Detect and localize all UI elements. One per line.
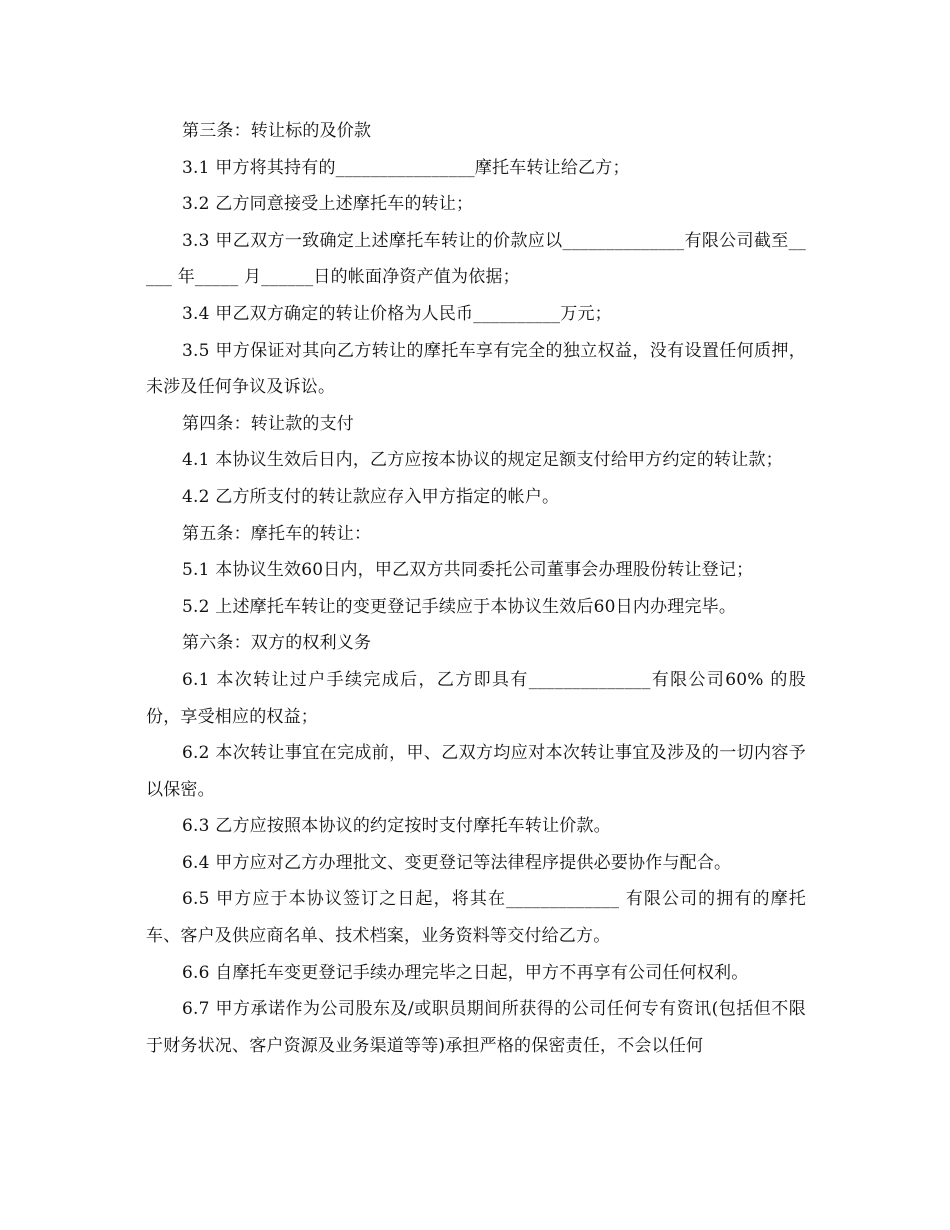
- article-4-heading: 第四条：转让款的支付: [182, 413, 354, 434]
- clause-5-1: 5.1 本协议生效60日内，甲乙双方共同委托公司董事会办理股份转让登记；: [182, 560, 754, 581]
- article-5-heading: 第五条：摩托车的转让：: [182, 523, 372, 544]
- clause-6-2: 6.2 本次转让事宜在完成前，甲、乙双方均应对本次转让事宜及涉及的一切内容予以保密。: [146, 743, 806, 800]
- clause-6-5: 6.5 甲方应于本协议签订之日起，将其在_____________ 有限公司的拥有的摩托车、客户及供应商名单、技术档案，业务资料等交付给乙方。: [146, 889, 806, 947]
- clause-6-7: 6.7 甲方承诺作为公司股东及/或职员期间所获得的公司任何专有资讯(包括但不限于财务状况、客户资源及业务渠道等等)承担严格的保密责任，不会以任何: [146, 999, 806, 1056]
- clause-6-6: 6.6 自摩托车变更登记手续办理完毕之日起，甲方不再享有公司任何权利。: [182, 962, 749, 983]
- article-3-heading: 第三条：转让标的及价款: [182, 121, 372, 141]
- article-6-heading: 第六条：双方的权利义务: [182, 633, 372, 654]
- clause-4-1: 4.1 本协议生效后日内，乙方应按本协议的规定足额支付给甲方约定的转让款；: [182, 450, 783, 471]
- clause-3-2: 3.2 乙方同意接受上述摩托车的转让；: [182, 194, 474, 215]
- clause-3-3: 3.3 甲乙双方一致确定上述摩托车转让的价款应以______________有限公司截至_____ 年_____ 月______日的帐面净资产值为依据；: [146, 230, 806, 288]
- clause-6-4: 6.4 甲方应对乙方办理批文、变更登记等法律程序提供必要协作与配合。: [182, 852, 732, 873]
- clause-6-3: 6.3 乙方应按照本协议的约定按时支付摩托车转让价款。: [182, 816, 611, 837]
- clause-4-2: 4.2 乙方所支付的转让款应存入甲方指定的帐户。: [182, 486, 560, 507]
- clause-3-4: 3.4 甲乙双方确定的转让价格为人民币__________万元；: [182, 303, 612, 324]
- clause-5-2: 5.2 上述摩托车转让的变更登记手续应于本协议生效后60日内办理完毕。: [182, 596, 737, 617]
- clause-6-1: 6.1 本次转让过户手续完成后，乙方即具有______________有限公司60% 的股份，享受相应的权益；: [146, 669, 806, 727]
- document-body: [146, 113, 806, 1064]
- clause-3-5: 3.5 甲方保证对其向乙方转让的摩托车享有完全的独立权益，没有设置任何质押，未涉及任何争议及诉讼。: [146, 340, 806, 398]
- clause-3-1: 3.1 甲方将其持有的________________摩托车转让给乙方；: [182, 157, 630, 178]
